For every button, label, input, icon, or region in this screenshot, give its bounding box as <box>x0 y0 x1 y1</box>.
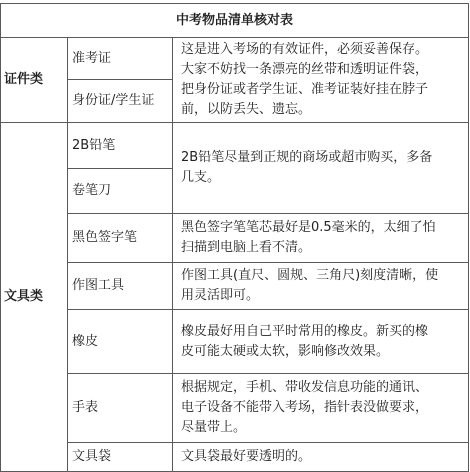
title-row <box>1 4 469 38</box>
category-stationery: 文具类 <box>1 123 68 472</box>
note-documents: 这是进入考场的有效证件，必须妥善保存。 大家不妨找一条漂亮的丝带和透明证件袋， 把身份证或者学生证、准考证装好挂在脖子 前，以防丢失、遗忘。 <box>173 38 469 123</box>
table-row <box>1 310 469 374</box>
item-admission-ticket: 准考证 <box>68 38 173 80</box>
table-row <box>1 443 469 472</box>
item-black-pen: 黑色签字笔 <box>68 214 173 263</box>
table-row <box>1 263 469 310</box>
note-watch: 根据规定，手机、带收发信息功能的通讯、 电子设备不能带入考场，指针表没做要求， 尽量带上。 <box>173 374 469 443</box>
table-row <box>1 38 469 80</box>
table-row <box>1 123 469 169</box>
category-documents: 证件类 <box>1 38 68 123</box>
item-id-card: 身份证/学生证 <box>68 80 173 123</box>
checklist-table <box>0 3 469 472</box>
item-eraser: 橡皮 <box>68 310 173 374</box>
note-eraser: 橡皮最好用自己平时常用的橡皮。新买的橡 皮可能太硬或太软，影响修改效果。 <box>173 310 469 374</box>
note-bag: 文具袋最好要透明的。 <box>173 443 469 472</box>
note-pencil: 2B铅笔尽量到正规的商场或超市购买，多备 几支。 <box>173 123 469 214</box>
item-2b-pencil: 2B铅笔 <box>68 123 173 169</box>
note-tools: 作图工具(直尺、圆规、三角尺)刻度清晰，使 用灵活即可。 <box>173 263 469 310</box>
item-pencil-case: 文具袋 <box>68 443 173 472</box>
item-drawing-tools: 作图工具 <box>68 263 173 310</box>
note-pen: 黑色签字笔笔芯最好是0.5毫米的，太细了怕 扫描到电脑上看不清。 <box>173 214 469 263</box>
table-row <box>1 374 469 443</box>
table-title: 中考物品清单核对表 <box>1 4 469 38</box>
table-row <box>1 214 469 263</box>
item-sharpener: 卷笔刀 <box>68 169 173 214</box>
item-watch: 手表 <box>68 374 173 443</box>
